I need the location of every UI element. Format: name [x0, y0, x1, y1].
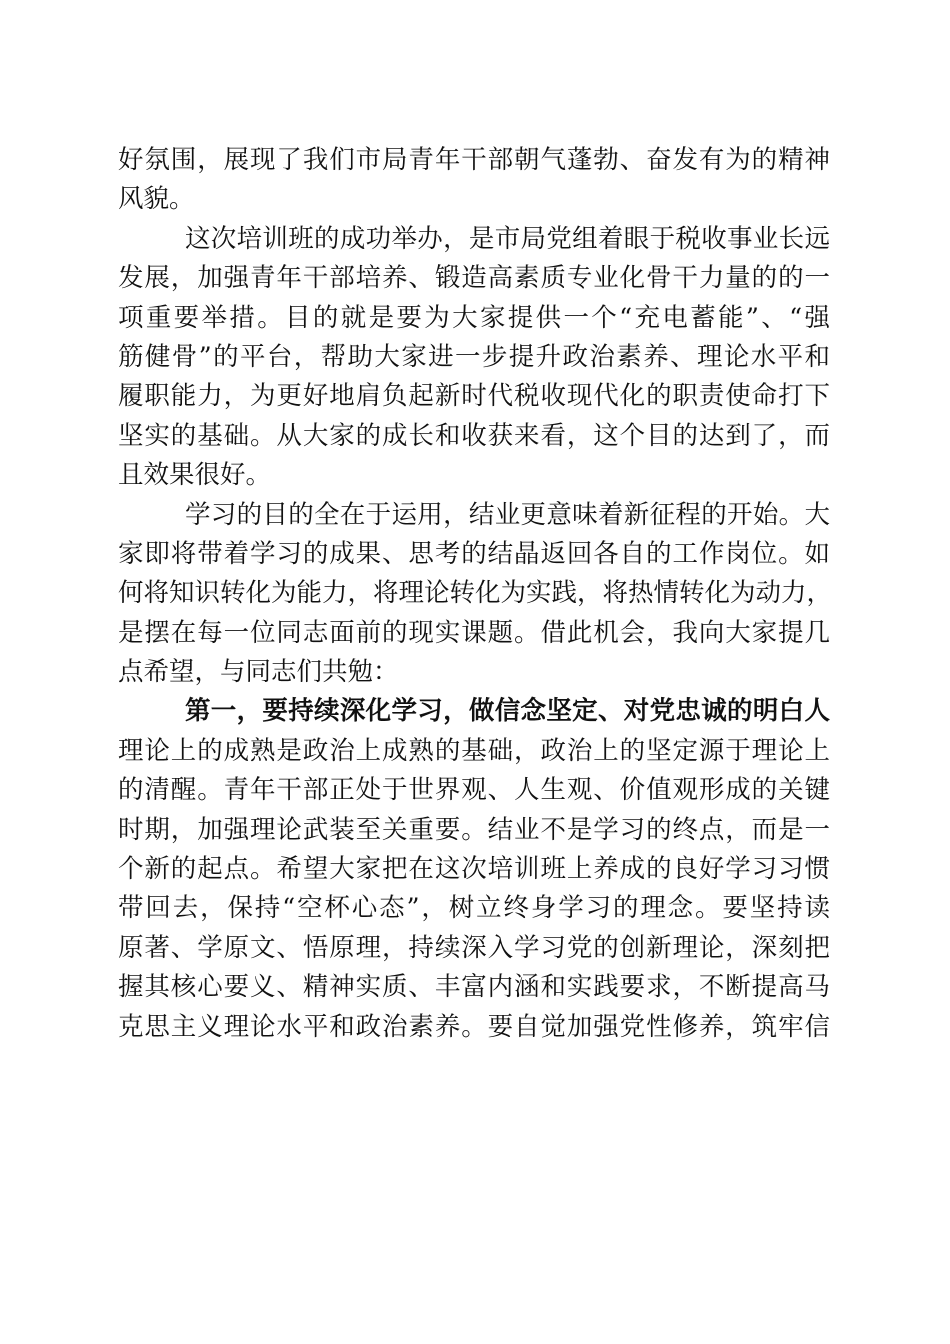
- text-line: 握其核心要义、精神实质、丰富内涵和实践要求，不断提高马: [118, 972, 830, 1003]
- text-line: 学习的目的全在于运用，结业更意味着新征程的开始。大: [185, 499, 830, 530]
- text-line: 家即将带着学习的成果、思考的结晶返回各自的工作岗位。如: [118, 538, 830, 569]
- heading-line: 第一，要持续深化学习，做信念坚定、对党忠诚的明白人: [185, 696, 830, 727]
- section-heading: [118, 692, 830, 731]
- text-line: 坚实的基础。从大家的成长和收获来看，这个目的达到了，而: [118, 420, 830, 451]
- text-line: 理论上的成熟是政治上成熟的基础，政治上的坚定源于理论上: [118, 735, 830, 766]
- paragraph: [118, 220, 830, 496]
- document-body: [118, 141, 833, 1047]
- text-line: 履职能力，为更好地肩负起新时代税收现代化的职责使命打下: [118, 381, 830, 412]
- paragraph: [118, 732, 830, 1047]
- text-line: 好氛围，展现了我们市局青年干部朝气蓬勃、奋发有为的精神: [118, 145, 830, 175]
- text-line: 项重要举措。目的就是要为大家提供一个“充电蓄能”、“强: [118, 302, 830, 333]
- text-line: 时期，加强理论武装至关重要。结业不是学习的终点，而是一: [118, 814, 830, 845]
- text-line: 的清醒。青年干部正处于世界观、人生观、价值观形成的关键: [118, 775, 830, 806]
- paragraph: [118, 141, 830, 220]
- text-line: 克思主义理论水平和政治素养。要自觉加强党性修养，筑牢信: [118, 1011, 830, 1042]
- text-line: 发展，加强青年干部培养、锻造高素质专业化骨干力量的的一: [118, 263, 830, 294]
- text-line: 筋健骨”的平台，帮助大家进一步提升政治素养、理论水平和: [118, 341, 830, 372]
- text-line: 带回去，保持“空杯心态”，树立终身学习的理念。要坚持读: [118, 893, 830, 924]
- paragraph: [118, 496, 833, 693]
- text-line: 点希望，与同志们共勉：: [118, 657, 399, 688]
- text-line: 且效果很好。: [118, 460, 272, 491]
- text-line: 风貌。: [118, 184, 195, 215]
- text-line: 个新的起点。希望大家把在这次培训班上养成的良好学习习惯: [118, 854, 830, 885]
- text-line: 原著、学原文、悟原理，持续深入学习党的创新理论，深刻把: [118, 932, 830, 963]
- text-line: 是摆在每一位同志面前的现实课题。借此机会，我向大家提几: [118, 617, 830, 648]
- text-line: 这次培训班的成功举办，是市局党组着眼于税收事业长远: [185, 223, 830, 254]
- text-line: 何将知识转化为能力，将理论转化为实践，将热情转化为动力，: [118, 578, 833, 609]
